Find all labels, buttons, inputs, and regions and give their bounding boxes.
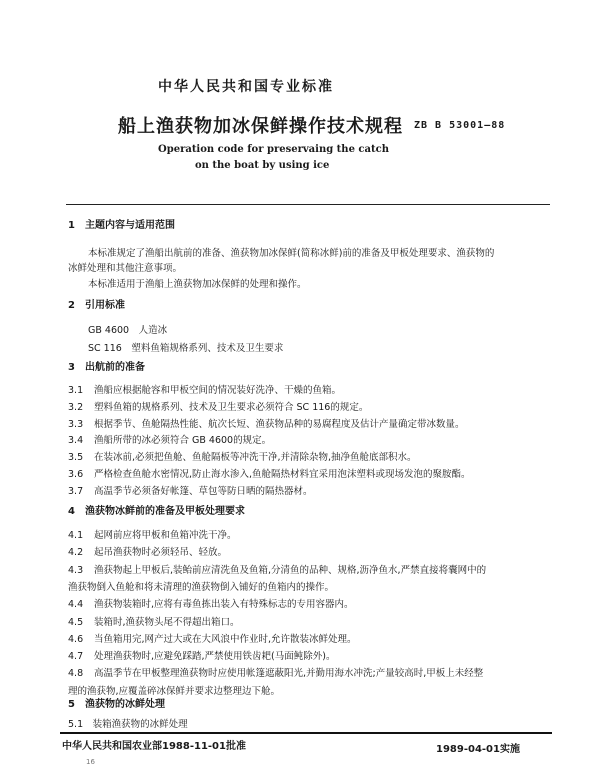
section-3-item-number: 3.7 bbox=[68, 485, 84, 497]
section-4-item-number: 4.1 bbox=[68, 530, 84, 541]
section-1-para-1b: 冰鲜处理和其他注意事项。 bbox=[68, 263, 183, 274]
standard-code: ZB B 53001—88 bbox=[414, 120, 506, 131]
section-4-item-text: 起吊渔获物时必须轻吊、轻放。 bbox=[94, 547, 228, 559]
issuing-authority: 中华人民共和国专业标准 bbox=[158, 79, 334, 95]
section-4-item-number: 4.4 bbox=[68, 599, 84, 611]
section-3-item-text: 塑料鱼箱的规格系列、技术及卫生要求必须符合 SC 116的规定。 bbox=[94, 401, 369, 413]
section-3-item-number: 3.4 bbox=[68, 435, 84, 447]
section-5-heading: 5 渔获物的冰鲜处理 bbox=[68, 699, 165, 710]
section-5-1-heading: 5.1 装箱渔获物的冰鲜处理 bbox=[68, 719, 188, 730]
section-4-item-number: 4.8 bbox=[68, 668, 84, 680]
section-3-item-number: 3.1 bbox=[68, 385, 84, 396]
footer-divider bbox=[60, 732, 552, 734]
section-3-item bbox=[68, 399, 368, 413]
section-3-item bbox=[68, 432, 271, 446]
section-4-item-text: 渔获物起上甲板后,装鲐前应清洗鱼及鱼箱,分清鱼的品种、规格,沥净鱼水,严禁直接将囊网中的 bbox=[94, 564, 487, 576]
section-3-item bbox=[68, 416, 465, 430]
section-4-item-text: 当鱼箱用完,网产过大或在大风浪中作业时,允许散装冰鲜处理。 bbox=[94, 633, 357, 645]
section-4-item-number: 4.3 bbox=[68, 564, 84, 576]
header-divider bbox=[66, 204, 550, 205]
section-3-item-text: 在装冰前,必须把鱼舱、鱼舱隔板等冲洗干净,并清除杂物,抽净鱼舱底部积水。 bbox=[94, 452, 417, 464]
section-3-item-number: 3.3 bbox=[68, 418, 84, 430]
section-4-item-text: 装箱时,渔获物头尾不得超出箱口。 bbox=[94, 616, 240, 628]
document-title: 船上渔获物加冰保鲜操作技术规程 bbox=[118, 116, 403, 137]
reference-gb4600: GB 4600 人造冰 bbox=[88, 325, 168, 336]
section-3-item bbox=[68, 382, 341, 396]
section-3-heading: 3 出航前的准备 bbox=[68, 362, 145, 373]
section-4-heading: 4 渔获物冰鲜前的准备及甲板处理要求 bbox=[68, 506, 245, 517]
section-4-item bbox=[68, 579, 334, 593]
section-3-item bbox=[68, 466, 471, 480]
section-4-item-text: 渔获物倒入鱼舱和将未清理的渔获物倒入铺好的鱼箱内的操作。 bbox=[68, 581, 335, 593]
section-3-item-text: 渔船所带的冰必须符合 GB 4600的规定。 bbox=[94, 435, 272, 447]
section-3-item-number: 3.6 bbox=[68, 469, 84, 480]
section-4-item bbox=[68, 544, 227, 558]
section-4-item-text: 理的渔获物,应覆盖碎冰保鲜并要求边整理边下舱。 bbox=[68, 685, 281, 697]
section-1-para-2: 本标准适用于渔船上渔获物加冰保鲜的处理和操作。 bbox=[88, 279, 307, 290]
reference-sc116: SC 116 塑料鱼箱规格系列、技术及卫生要求 bbox=[88, 343, 284, 354]
section-4-item bbox=[68, 596, 354, 610]
approval-info: 中华人民共和国农业部1988-11-01批准 bbox=[62, 741, 246, 752]
section-3-item-number: 3.5 bbox=[68, 452, 84, 464]
section-3-item-number: 3.2 bbox=[68, 401, 84, 413]
section-1-para-1a: 本标准规定了渔船出航前的准备、渔获物加冰保鲜(简称冰鲜)前的准备及甲板处理要求、渔获物的 bbox=[88, 248, 495, 259]
section-4-item-text: 处理渔获物时,应避免踩踏,严禁使用铁齿耙(马面鲀除外)。 bbox=[94, 651, 336, 663]
section-3-item-text: 根据季节、鱼舱隔热性能、航次长短、渔获物品种的易腐程度及估计产量确定带冰数量。 bbox=[94, 418, 465, 430]
section-4-item bbox=[68, 562, 486, 576]
section-4-item-text: 渔获物装箱时,应将有毒鱼拣出装入有特殊标志的专用容器内。 bbox=[94, 599, 354, 611]
english-title-line2: on the boat by using ice bbox=[195, 160, 330, 171]
english-title-line1: Operation code for preservaing the catch bbox=[158, 144, 389, 155]
section-4-item-number: 4.5 bbox=[68, 616, 84, 628]
section-4-item bbox=[68, 665, 483, 679]
page-number: 16 bbox=[86, 758, 95, 766]
section-3-item-text: 渔船应根据舱容和甲板空间的情况装好洗净、干燥的鱼箱。 bbox=[94, 385, 342, 396]
section-3-item-text: 高温季节必须备好帐篷、草包等防日晒的隔热器材。 bbox=[94, 485, 313, 497]
section-4-item-text: 高温季节在甲板整理渔获物时应使用帐篷遮蔽阳光,并勤用海水冲洗;产量较高时,甲板上未经整 bbox=[94, 668, 484, 680]
section-4-item bbox=[68, 631, 357, 645]
section-3-item bbox=[68, 483, 313, 497]
section-4-item bbox=[68, 648, 335, 662]
section-3-item-text: 严格检查鱼舱水密情况,防止海水渗入,鱼舱隔热材料宜采用泡沫塑料或现场发泡的聚胺酯。 bbox=[94, 469, 471, 480]
section-4-item-number: 4.7 bbox=[68, 651, 84, 663]
section-2-heading: 2 引用标准 bbox=[68, 300, 125, 311]
section-1-heading: 1 主题内容与适用范围 bbox=[68, 220, 175, 231]
effective-date: 1989-04-01实施 bbox=[436, 744, 520, 755]
section-4-item-text: 起网前应将甲板和鱼箱冲洗干净。 bbox=[94, 530, 237, 541]
section-4-item-number: 4.6 bbox=[68, 633, 84, 645]
section-3-item bbox=[68, 449, 417, 463]
section-4-item bbox=[68, 614, 240, 628]
section-4-item-number: 4.2 bbox=[68, 547, 84, 559]
section-4-item bbox=[68, 527, 237, 541]
